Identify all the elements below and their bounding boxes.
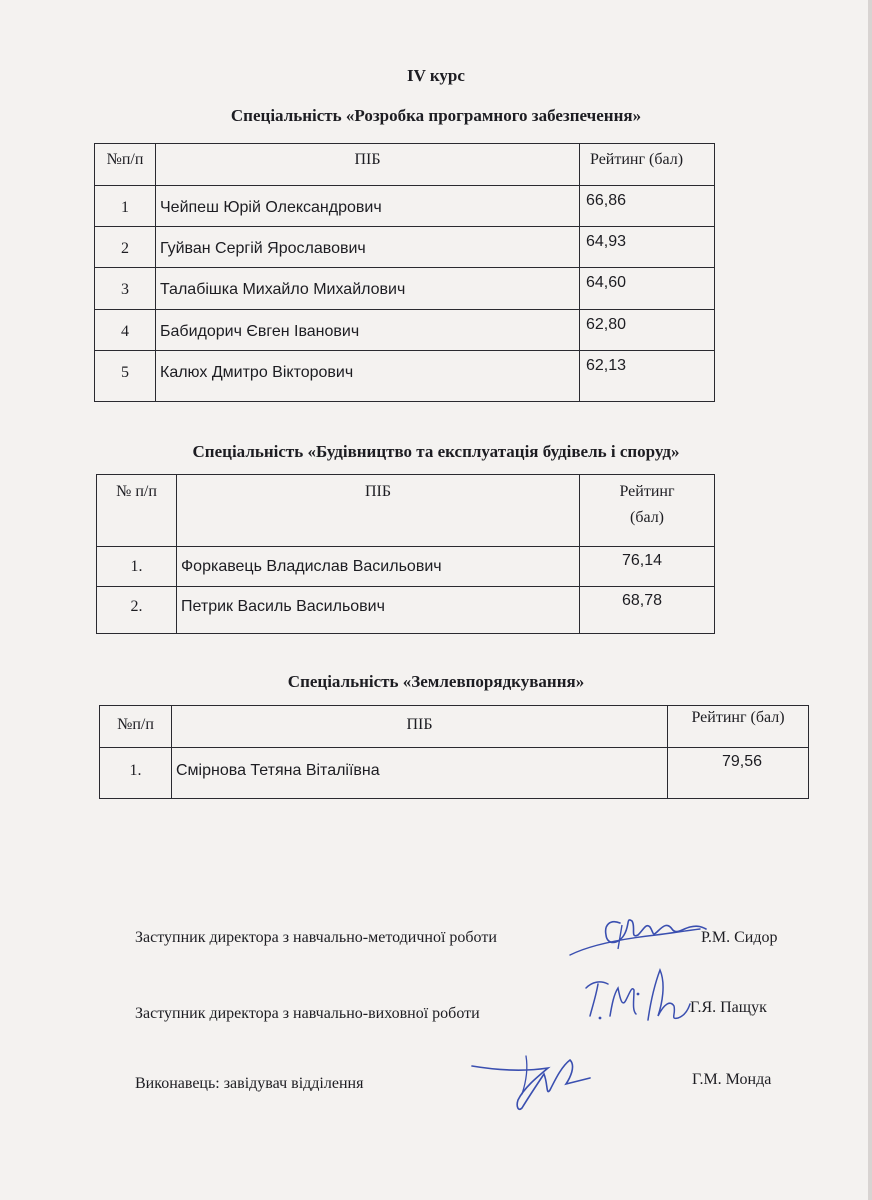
signature-position-educational: Заступник директора з навчально-виховної роботи — [135, 1005, 480, 1022]
course-title: IV курс — [407, 66, 465, 85]
rating-value: 64,93 — [580, 227, 715, 268]
section-title-construction: Спеціальність «Будівництво та експлуатація будівель і споруд» — [192, 442, 680, 461]
table-row — [95, 186, 715, 227]
rating-value: 62,13 — [580, 351, 715, 402]
table-header-row — [100, 706, 809, 748]
header-number: №п/п — [95, 144, 156, 186]
header-rating: Рейтинг (бал) — [668, 706, 809, 748]
header-rating: Рейтинг (бал) — [580, 144, 715, 186]
student-name: Смірнова Тетяна Віталіївна — [172, 748, 668, 799]
signature-name-sydor: Р.М. Сидор — [701, 929, 778, 946]
table-row — [97, 587, 715, 634]
rating-value: 68,78 — [580, 587, 715, 634]
student-name: Чейпеш Юрій Олександрович — [156, 186, 580, 227]
table-row — [95, 268, 715, 310]
signature-name-pashchuk: Г.Я. Пащук — [690, 999, 767, 1016]
student-name: Форкавець Владислав Васильович — [177, 547, 580, 587]
table-row — [95, 351, 715, 402]
student-name: Талабішка Михайло Михайлович — [156, 268, 580, 310]
section-title-software: Спеціальність «Розробка програмного забезпечення» — [230, 106, 642, 125]
handwritten-signature-sydor — [560, 905, 710, 965]
header-name: ПІБ — [156, 144, 580, 186]
row-number: 3 — [95, 268, 156, 310]
row-number: 1 — [95, 186, 156, 227]
handwritten-signature-pashchuk — [578, 960, 698, 1040]
header-rating-line1: Рейтинг — [619, 483, 675, 500]
row-number: 1. — [97, 547, 177, 587]
signature-position-executor: Виконавець: завідувач відділення — [135, 1075, 364, 1092]
rating-value: 79,56 — [668, 748, 809, 799]
table-row — [95, 227, 715, 268]
header-rating — [580, 475, 715, 547]
row-number: 4 — [95, 310, 156, 351]
rating-table-software — [94, 143, 715, 402]
row-number: 1. — [100, 748, 172, 799]
rating-table-construction — [96, 474, 715, 634]
header-name: ПІБ — [172, 706, 668, 748]
signature-position-methodical: Заступник директора з навчально-методичної роботи — [135, 929, 497, 946]
table-row — [95, 310, 715, 351]
table-header-row — [97, 475, 715, 547]
table-row — [97, 547, 715, 587]
page-edge — [868, 0, 872, 1200]
signature-name-monda: Г.М. Монда — [692, 1071, 772, 1088]
row-number: 5 — [95, 351, 156, 402]
table-header-row — [95, 144, 715, 186]
rating-value: 66,86 — [580, 186, 715, 227]
student-name: Бабидорич Євген Іванович — [156, 310, 580, 351]
header-number: №п/п — [100, 706, 172, 748]
student-name: Гуйван Сергій Ярославович — [156, 227, 580, 268]
header-rating-line2: (бал) — [629, 509, 665, 526]
rating-value: 76,14 — [580, 547, 715, 587]
student-name: Петрик Василь Васильович — [177, 587, 580, 634]
rating-value: 64,60 — [580, 268, 715, 310]
header-number: № п/п — [97, 475, 177, 547]
rating-table-land — [99, 705, 809, 799]
student-name: Калюх Дмитро Вікторович — [156, 351, 580, 402]
row-number: 2. — [97, 587, 177, 634]
row-number: 2 — [95, 227, 156, 268]
section-title-land: Спеціальність «Землевпорядкування» — [287, 672, 585, 691]
table-row — [100, 748, 809, 799]
handwritten-signature-monda — [466, 1048, 596, 1118]
rating-value: 62,80 — [580, 310, 715, 351]
header-name: ПІБ — [177, 475, 580, 547]
